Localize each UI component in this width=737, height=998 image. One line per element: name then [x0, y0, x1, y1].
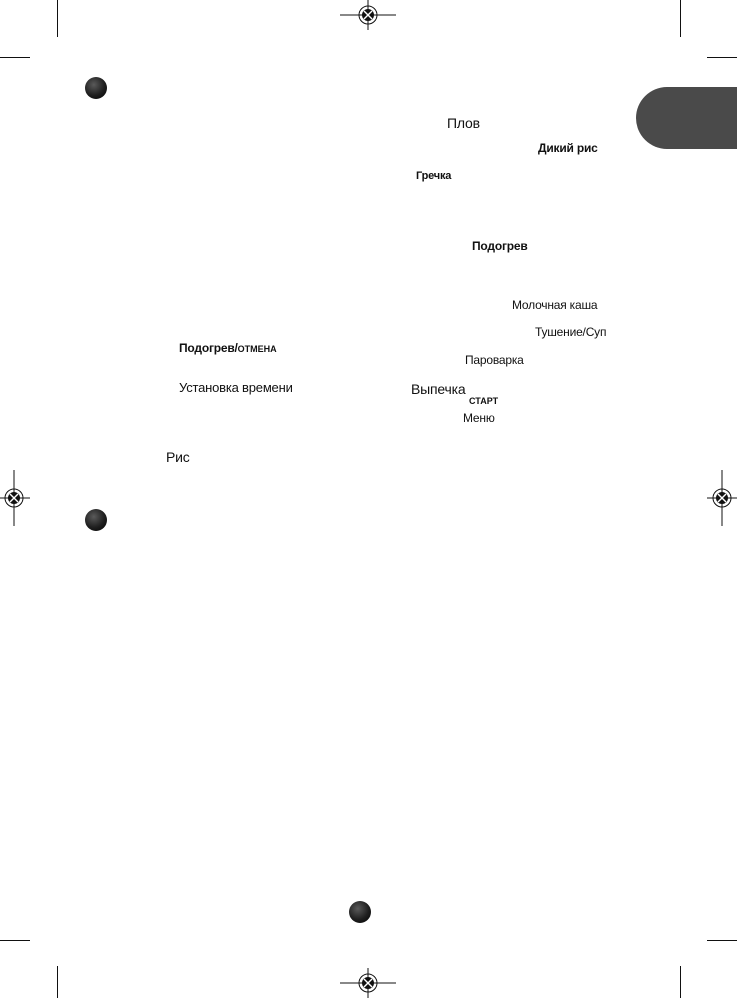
label-buckwheat: Гречка [416, 170, 452, 182]
registration-mark-icon [340, 968, 396, 998]
section-bullet-icon [85, 77, 107, 99]
page-number-bullet-icon [349, 901, 371, 923]
trim-line [0, 57, 30, 58]
label-stew-soup: Тушение/Суп [535, 325, 607, 339]
label-rice: Рис [166, 449, 190, 465]
registration-mark-icon [707, 470, 737, 526]
label-bake: Выпечка [411, 381, 466, 397]
label-cancel-separator: / [234, 341, 238, 355]
label-steamer: Пароварка [465, 353, 524, 367]
trim-line [707, 57, 737, 58]
trim-line [680, 966, 681, 998]
label-keep-warm-cancel [179, 340, 277, 356]
trim-line [680, 0, 681, 37]
trim-line [707, 940, 737, 941]
label-plov: Плов [447, 115, 480, 131]
trim-line [57, 966, 58, 998]
registration-mark-icon [340, 0, 396, 30]
label-menu: Меню [463, 411, 495, 425]
label-start: СТАРТ [469, 396, 499, 406]
trim-line [0, 940, 30, 941]
label-wild-rice: Дикий рис [538, 141, 598, 155]
section-bullet-icon [85, 509, 107, 531]
language-tab [636, 87, 737, 149]
registration-mark-icon [0, 470, 30, 526]
label-milk-porridge: Молочная каша [512, 298, 598, 312]
trim-line [57, 0, 58, 37]
label-cancel: ОТМЕНА [237, 344, 277, 354]
label-keep-warm-left: Подогрев [179, 341, 235, 355]
label-keep-warm-top: Подогрев [472, 239, 528, 253]
label-timer-set: Установка времени [179, 380, 293, 395]
